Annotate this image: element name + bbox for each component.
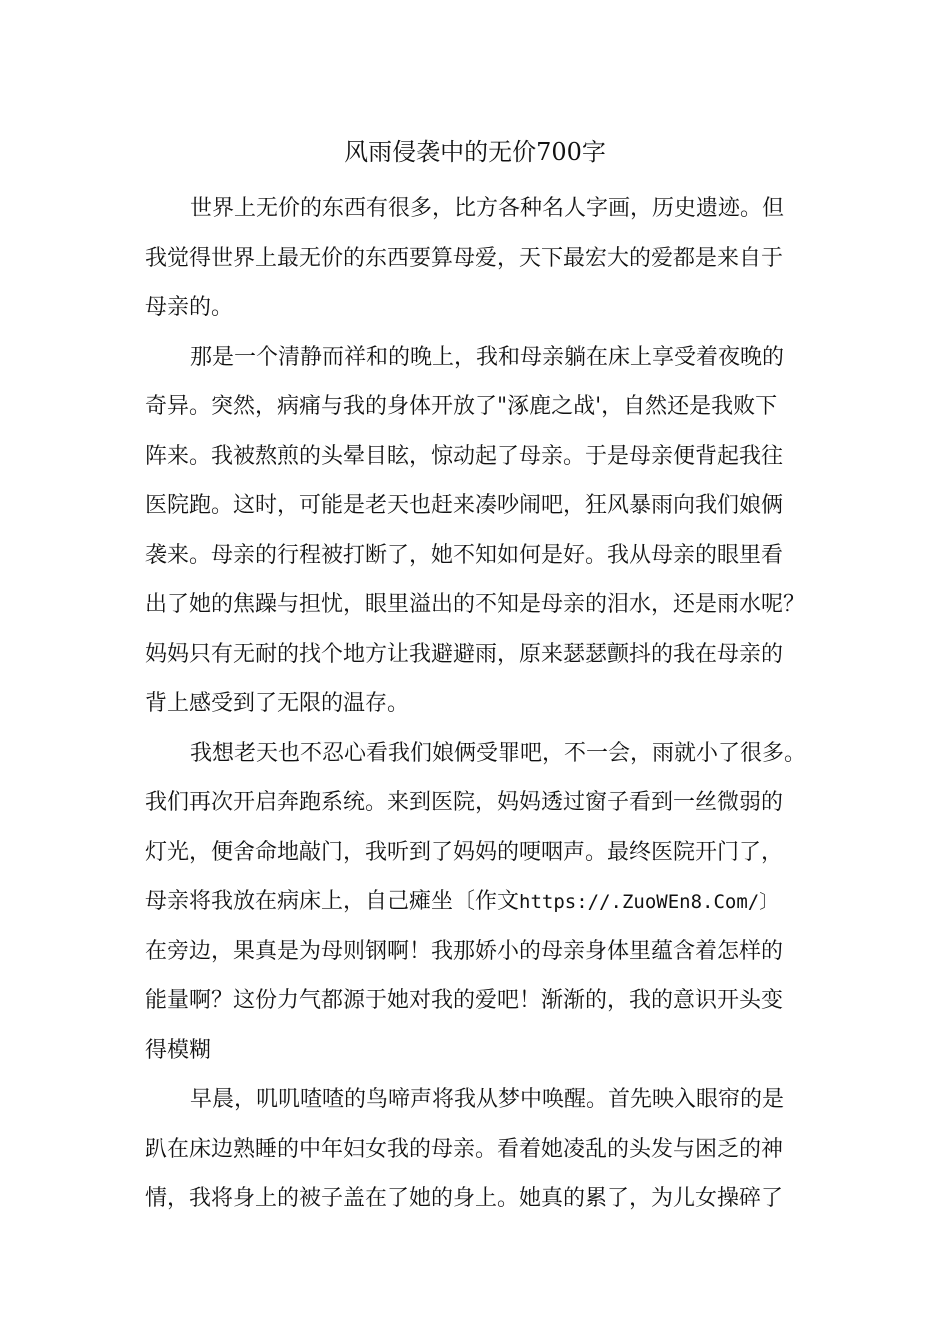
paragraph-line: 奇异。突然，病痛与我的身体开放了"涿鹿之战'，自然还是我败下 [145, 394, 778, 419]
paragraph-line: 妈妈只有无耐的找个地方让我避避雨，原来瑟瑟颤抖的我在母亲的 [145, 641, 784, 667]
paragraph-line: 我觉得世界上最无价的东西要算母爱，天下最宏大的爱都是来自于 [145, 245, 784, 271]
paragraph-line: 得模糊 [145, 1037, 212, 1063]
paragraph-line-with-url [145, 877, 825, 927]
source-url: https://.ZuoWEn8.Com/〕 [519, 891, 779, 913]
document-body [145, 184, 825, 1224]
paragraph-line: 情，我将身上的被子盖在了她的身上。她真的累了，为儿女操碎了 [145, 1186, 784, 1211]
paragraph-line: 趴在床边熟睡的中年妇女我的母亲。看着她凌乱的头发与困乏的神 [145, 1136, 784, 1162]
paragraph-line: 世界上无价的东西有很多，比方各种名人字画，历史遗迹。但 [190, 196, 785, 221]
paragraph-line: 袭来。母亲的行程被打断了，她不知如何是好。我从母亲的眼里看 [145, 542, 784, 568]
paragraph-line: 医院跑。这时，可能是老天也赶来凑吵闹吧，狂风暴雨向我们娘俩 [145, 493, 784, 518]
paragraph-line: 我们再次开启奔跑系统。来到医院，妈妈透过窗子看到一丝微弱的 [145, 790, 784, 815]
paragraph-line: 我想老天也不忍心看我们娘俩受罪吧，不一会，雨就小了很多。 [190, 740, 807, 766]
paragraph-line: 灯光，便舍命地敲门，我听到了妈妈的哽咽声。最终医院开门了， [145, 839, 784, 865]
paragraph-line: 阵来。我被熬煎的头晕目眩，惊动起了母亲。于是母亲便背起我往 [145, 443, 784, 469]
paragraph-line: 早晨，叽叽喳喳的鸟啼声将我从梦中唤醒。首先映入眼帘的是 [190, 1087, 785, 1112]
paragraph-text: 母亲将我放在病床上，自己瘫坐〔作文 [145, 889, 520, 914]
paragraph-line: 那是一个清静而祥和的晚上，我和母亲躺在床上享受着夜晚的 [190, 344, 785, 370]
paragraph-line: 出了她的焦躁与担忧，眼里溢出的不知是母亲的泪水，还是雨水呢？ [145, 592, 806, 617]
document-title: 风雨侵袭中的无价700字 [344, 138, 606, 166]
paragraph-line: 能量啊？这份力气都源于她对我的爱吧！渐渐的，我的意识开头变 [145, 988, 784, 1013]
paragraph-line: 在旁边，果真是为母则钢啊！我那娇小的母亲身体里蕴含着怎样的 [145, 938, 784, 964]
paragraph-line: 背上感受到了无限的温存。 [145, 691, 410, 716]
paragraph-line: 母亲的。 [145, 295, 234, 320]
